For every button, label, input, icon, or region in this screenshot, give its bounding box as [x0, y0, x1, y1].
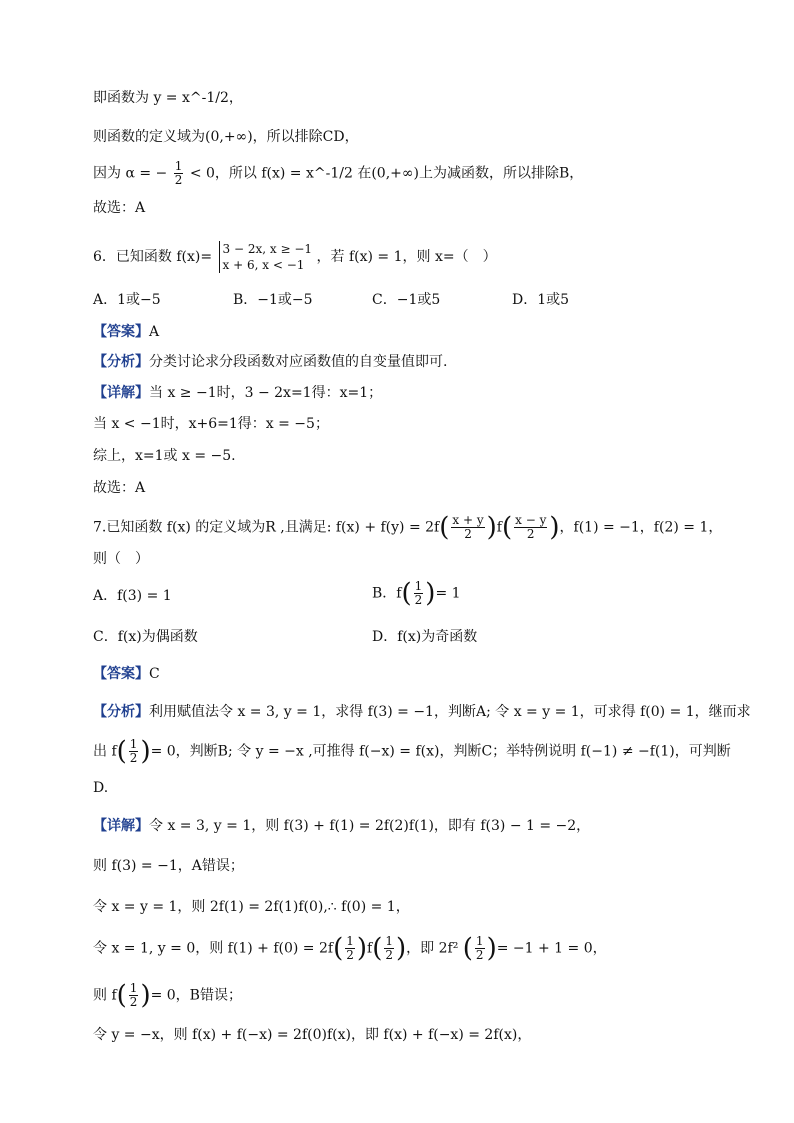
text: 当 x ≥ −1时，3 − 2x=1得：x=1；	[149, 385, 383, 401]
option-c: C．−1或5	[372, 292, 441, 308]
text: 则函数的定义域为(0,+∞)，所以排除CD，	[93, 129, 359, 145]
fraction: $\frac{x + y}{2}$	[452, 513, 484, 541]
text: f	[496, 519, 502, 536]
detail-tag: 【详解】	[93, 385, 149, 401]
analysis-tag: 【分析】	[93, 354, 149, 370]
text-line: 则 f( $\frac{1}{2}$ )= 0，B错误；	[93, 980, 242, 1011]
text-line	[93, 160, 583, 187]
text-line	[93, 446, 236, 466]
analysis-7	[93, 702, 751, 722]
text: 令 y = −x，则 f(x) + f(−x) = 2f(0)f(x)，即 f(x) + f(−x) = 2f(x)，	[93, 1027, 532, 1043]
text: 当 x < −1时，x+6=1得：x = −5；	[93, 416, 329, 432]
answer-tag: 【答案】	[93, 666, 149, 682]
text-line	[93, 88, 243, 108]
text: 6．已知函数 f(x)=	[93, 249, 213, 265]
text-line	[93, 549, 149, 569]
option-a: A．1或−5	[93, 292, 161, 308]
text-line	[93, 414, 329, 434]
answer-value: A	[149, 324, 160, 340]
text-line	[93, 198, 145, 218]
text-line	[93, 1025, 531, 1045]
text: 则（ ）	[93, 551, 149, 567]
detail-tag: 【详解】	[93, 818, 149, 834]
detail-6	[93, 383, 382, 403]
case-1: 3 − 2x, x ≥ −1	[222, 242, 313, 256]
text: 令 x = 3, y = 1，则 f(3) + f(1) = 2f(2)f(1)，即有 f(3) − 1 = −2，	[149, 818, 591, 834]
question-7: 7.已知函数 f(x) 的定义域为R ,且满足: f(x) + f(y) = 2f( $\frac{x + y}{2}$ )f( $\frac{x - y}{2}$ )，f(1) = −1，f(2) = 1，	[93, 512, 723, 543]
piecewise-cases	[219, 241, 313, 273]
answer-tag: 【答案】	[93, 324, 149, 340]
text-line	[93, 897, 410, 917]
option-d: D．1或5	[512, 292, 570, 308]
detail-7	[93, 816, 590, 836]
option-d: D．f(x)为奇函数	[372, 629, 478, 645]
option-a: A．f(3) = 1	[93, 588, 172, 604]
text-line	[93, 778, 108, 798]
text-line: 出 f( $\frac{1}{2}$ )= 0，判断B; 令 y = −x ,可推得 f(−x) = f(x)，判断C；举特例说明 f(−1) ≠ −f(1)，可判断	[93, 736, 731, 767]
text: 故选：A	[93, 200, 146, 216]
text: ，若 f(x) = 1，则 x=（ ）	[316, 249, 497, 265]
option-b: B．f( $\frac{1}{2}$ )= 1	[372, 578, 461, 609]
text: 故选：A	[93, 480, 146, 496]
option-c: C．f(x)为偶函数	[93, 629, 198, 645]
text: D.	[93, 780, 109, 796]
text-line: 令 x = 1, y = 0，则 f(1) + f(0) = 2f( $\frac{1}{2}$ )f( $\frac{1}{2}$ )，即 2f² ( $\frac{1}{2}$ )= −1 + 1 = 0，	[93, 933, 607, 964]
text: 分类讨论求分段函数对应函数值的自变量值即可.	[149, 354, 448, 370]
analysis-tag: 【分析】	[93, 704, 149, 720]
text: ，f(1) = −1，f(2) = 1，	[559, 519, 723, 536]
answer-value: C	[149, 666, 160, 682]
text: 即函数为 y = x^-1/2，	[93, 90, 243, 106]
text-line	[93, 478, 145, 498]
fraction: $\frac{1}{2}$	[174, 159, 183, 187]
text: 因为 α = −	[93, 165, 168, 182]
text-line	[93, 127, 359, 147]
text: < 0，所以 f(x) = x^-1/2 在(0,+∞)上为减函数，所以排除B，	[189, 165, 584, 182]
text: 综上，x=1或 x = −5.	[93, 448, 236, 464]
fraction: $\frac{x - y}{2}$	[515, 513, 547, 541]
option-b: B．−1或−5	[233, 292, 313, 308]
answer-7	[93, 664, 160, 684]
text: 7.已知函数 f(x) 的定义域为R ,且满足: f(x) + f(y) = 2f	[93, 519, 440, 536]
text: 令 x = y = 1，则 2f(1) = 2f(1)f(0),∴ f(0) = 1，	[93, 899, 410, 915]
case-2: x + 6, x < −1	[222, 258, 305, 272]
analysis-6	[93, 352, 447, 372]
text: 则 f(3) = −1，A错误；	[93, 858, 244, 874]
text: 利用赋值法令 x = 3, y = 1，求得 f(3) = −1，判断A; 令 x = y = 1，可求得 f(0) = 1，继而求	[149, 704, 751, 720]
text-line	[93, 856, 244, 876]
question-6	[93, 241, 497, 273]
answer-6	[93, 322, 159, 342]
